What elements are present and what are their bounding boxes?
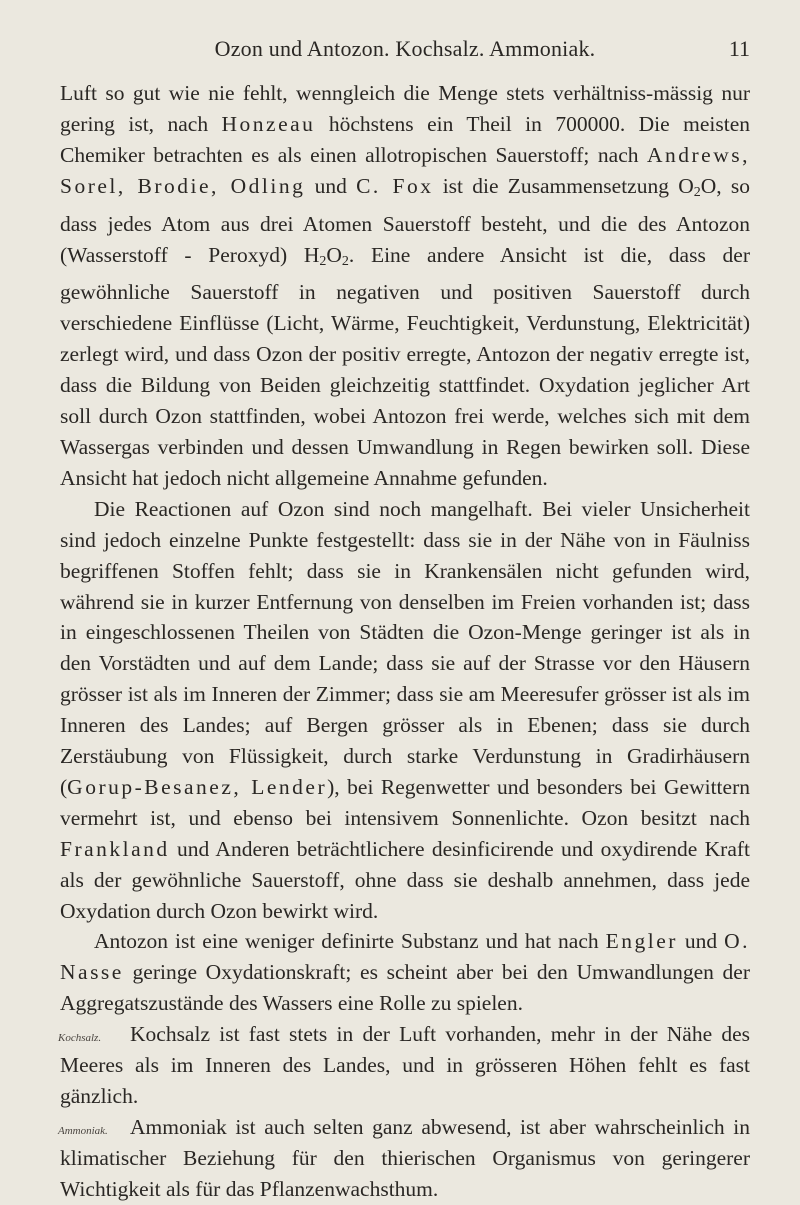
author-name: Honzeau — [221, 111, 316, 136]
running-title: Ozon und Antozon. Kochsalz. Ammoniak. — [214, 36, 596, 61]
author-names: Andrews, Sorel, Brodie, Odling — [60, 142, 750, 198]
paragraph-5: Ammoniak ist auch selten ganz abwesend, ist aber wahrscheinlich in klimatischer Beziehung für den thierischen Organismus von geringerer Wichtigkeit als für das Pflanzenwachsthum. — [60, 1114, 750, 1201]
ammoniak-section — [60, 1112, 750, 1205]
page-number: 11 — [728, 36, 750, 61]
body-text — [60, 78, 750, 1205]
paragraph-1: Luft so gut wie nie fehlt, wenngleich die Menge stets verhältniss-mässig nur gering ist, nach Honzeau höchstens ein Theil in 700000. Die meisten Chemiker betrachten es als einen allotropischen Sauerstoff; nach Andrews, Sorel, Brodie, Odling und C. Fox ist die Zusammensetzung $O_2O$, so dass jedes Atom aus drei Atomen Sauerstoff besteht, und die des Antozon (Wasserstoff - Peroxyd) $H_2O_2$. Eine andere Ansicht ist die, dass der gewöhnliche Sauerstoff in negativen und positiven Sauerstoff durch verschiedene Einflüsse (Licht, Wärme, Feuchtigkeit, Verdunstung, Elektricität) zerlegt wird, und dass Ozon der positiv erregte, Antozon der negativ erregte ist, dass die Bildung von Beiden gleichzeitig stattfindet. Oxydation jeglicher Art soll durch Ozon stattfinden, wobei Antozon frei werde, welches sich mit dem Wassergas verbinden und dessen Umwandlung in Regen bewirken soll. Diese Ansicht hat jedoch nicht allgemeine Annahme gefunden. — [60, 81, 750, 490]
paragraph-3: Antozon ist eine weniger definirte Substanz und hat nach Engler und O. Nasse geringe Oxydationskraft; es scheint aber bei den Umwandlungen der Aggregatszustände des Wassers eine Rolle zu spielen. — [60, 929, 750, 1016]
author-name: Engler — [605, 929, 678, 954]
author-name: O. Nasse — [60, 929, 750, 985]
margin-note-kochsalz: Kochsalz. — [58, 1032, 102, 1045]
author-name: Frankland — [60, 836, 170, 861]
author-name: C. Fox — [356, 173, 434, 198]
kochsalz-section — [60, 1019, 750, 1112]
paragraph-4: Kochsalz ist fast stets in der Luft vorhanden, mehr in der Nähe des Meeres als im Inneren des Landes, und in grösseren Höhen fehlt es fast gänzlich. — [60, 1022, 750, 1108]
margin-note-ammoniak: Ammoniak. — [58, 1124, 108, 1137]
running-header — [60, 36, 750, 66]
paragraph-2: Die Reactionen auf Ozon sind noch mangelhaft. Bei vieler Unsicherheit sind jedoch einzelne Punkte festgestellt: dass sie in der Nähe von in Fäulniss begriffenen Stoffen fehlt; dass sie in Krankensälen nicht gefunden wird, während sie in kurzer Entfernung von denselben im Freien vorhanden ist; dass in eingeschlossenen Theilen von Städten die Ozon-Menge geringer ist als in den Vorstädten und auf dem Lande; dass sie auf der Strasse vor den Häusern grösser ist als im Inneren der Zimmer; dass sie am Meeresufer grösser ist als im Inneren des Landes; auf Bergen grösser als in Ebenen; dass sie durch Zerstäubung von Flüssigkeit, durch starke Verdunstung in Gradirhäusern (Gorup-Besanez, Lender), bei Regenwetter und besonders bei Gewittern vermehrt ist, und ebenso bei intensivem Sonnenlichte. Ozon besitzt nach Frankland und Anderen beträchtlichere desinficirende und oxydirende Kraft als der gewöhnliche Sauerstoff, ohne dass sie deshalb annehmen, dass jede Oxydation durch Ozon bewirkt wird. — [60, 496, 750, 923]
author-names: Gorup-Besanez, Lender — [67, 774, 328, 799]
